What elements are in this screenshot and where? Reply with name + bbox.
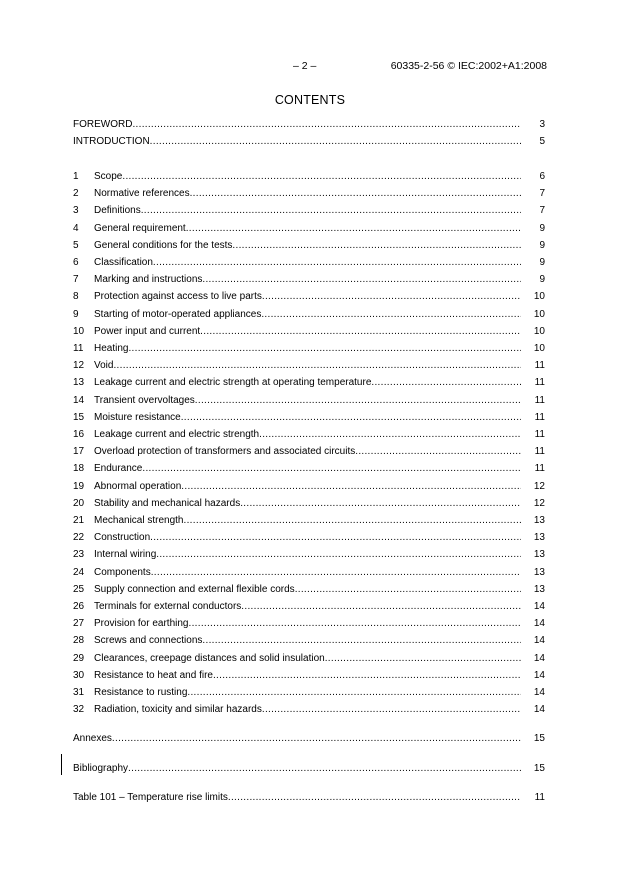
toc-entry-title <box>73 255 521 270</box>
toc-entry-title <box>73 307 521 322</box>
toc-entry-number: 24 <box>73 566 85 578</box>
document-id: 60335-2-56 © IEC:2002+A1:2008 <box>390 60 547 72</box>
toc-entry-text: Mechanical strength ..... <box>94 515 521 526</box>
toc-entry-number: 28 <box>73 635 85 647</box>
toc-entry-title <box>73 651 521 666</box>
toc-entry-page: 9 <box>521 238 545 253</box>
toc-entry-number: 13 <box>73 377 85 389</box>
toc-entry-number: 31 <box>73 687 85 698</box>
toc-entry-text: Table 101 – Temperature rise limits ..... <box>73 792 521 803</box>
toc-entry-title <box>73 358 521 373</box>
toc-entry-page: 14 <box>521 616 545 631</box>
toc-entry-text: Endurance ..... <box>94 463 521 474</box>
toc-entry-number: 17 <box>73 446 85 458</box>
toc-entry-page: 10 <box>521 324 545 339</box>
toc-entry-number: 29 <box>73 652 85 664</box>
toc-entry-title <box>73 616 521 631</box>
toc-entry-number: 18 <box>73 463 85 475</box>
toc-entry-page: 14 <box>521 651 545 666</box>
toc-entry-text: Marking and instructions ..... <box>94 274 521 285</box>
page-number: – 2 – <box>293 60 317 72</box>
toc-entry-page: 11 <box>521 358 545 373</box>
toc-entry-text: Stability and mechanical hazards ..... <box>94 498 521 509</box>
toc-entry-number: 3 <box>73 205 79 217</box>
toc-entry-page: 10 <box>521 289 545 304</box>
toc-bibliography-entry[interactable] <box>73 761 545 776</box>
toc-entry-text: Provision for earthing ..... <box>94 618 521 629</box>
toc-clause-entry[interactable] <box>73 255 545 270</box>
toc-entry-title <box>73 731 521 746</box>
toc-entry-title <box>73 582 521 597</box>
toc-entry-title <box>73 479 521 494</box>
toc-entry-page: 9 <box>521 221 545 236</box>
toc-entry-title <box>73 221 521 236</box>
contents-title: CONTENTS <box>274 93 346 107</box>
toc-entry-page: 15 <box>521 731 545 746</box>
toc-clause-entry[interactable] <box>73 582 545 597</box>
toc-entry-title <box>73 324 521 339</box>
toc-entry-page: 10 <box>521 341 545 356</box>
toc-entry-number: 5 <box>73 239 79 251</box>
toc-entry-page: 11 <box>521 375 545 390</box>
toc-entry-title <box>73 702 521 717</box>
toc-entry-title <box>73 530 521 545</box>
toc-entry-text: Power input and current ..... <box>94 326 521 337</box>
toc-entry-title <box>73 410 521 425</box>
toc-entry-text: Classification ..... <box>94 257 521 268</box>
toc-entry-text: Resistance to rusting ..... <box>94 687 521 698</box>
toc-entry-page: 15 <box>521 761 545 776</box>
toc-entry-title <box>73 375 521 390</box>
toc-entry-title <box>73 186 521 201</box>
toc-entry-text: Resistance to heat and fire ..... <box>94 670 521 681</box>
toc-entry-title <box>73 547 521 562</box>
toc-table-entry[interactable] <box>73 790 545 805</box>
toc-entry-text: Clearances, creepage distances and solid insulation ..... <box>94 653 521 664</box>
toc-entry-text: General conditions for the tests ..... <box>94 240 521 251</box>
toc-entry-page: 12 <box>521 479 545 494</box>
toc-entry-number: 32 <box>73 704 85 716</box>
toc-clause-entry[interactable] <box>73 479 545 494</box>
toc-clause-entry[interactable] <box>73 375 545 390</box>
toc-entry-text: Leakage current and electric strength ..... <box>94 429 521 440</box>
toc-clause-entry[interactable] <box>73 513 545 528</box>
toc-entry-number: 26 <box>73 601 85 612</box>
toc-clause-entry[interactable] <box>73 289 545 304</box>
toc-entry-title <box>73 272 521 287</box>
toc-entry-number: 27 <box>73 618 85 630</box>
toc-entry-number: 11 <box>73 343 84 354</box>
toc-clause-entry[interactable] <box>73 393 545 408</box>
toc-entry-number: 2 <box>73 188 79 200</box>
toc-clause-entry[interactable] <box>73 358 545 373</box>
toc-clause-entry[interactable] <box>73 633 545 648</box>
toc-entry-number: 19 <box>73 480 85 492</box>
toc-entry-title <box>73 134 521 149</box>
toc-entry-text: Abnormal operation ..... <box>94 481 521 492</box>
toc-entry-page: 11 <box>521 461 545 476</box>
toc-entry-text: Supply connection and external flexible cords ..... <box>94 584 521 595</box>
toc-entry-title <box>73 203 521 218</box>
toc-entry-page: 7 <box>521 203 545 218</box>
toc-clause-entry[interactable] <box>73 410 545 425</box>
toc-entry-page: 14 <box>521 668 545 683</box>
toc-clause-entry[interactable] <box>73 668 545 683</box>
toc-entry-page: 12 <box>521 496 545 511</box>
toc-entry-title <box>73 668 521 683</box>
toc-entry-page: 3 <box>521 117 545 132</box>
toc-entry-number: 22 <box>73 532 85 544</box>
toc-entry-page: 5 <box>521 134 545 149</box>
toc-clause-entry[interactable] <box>73 221 545 236</box>
toc-clause-entry[interactable] <box>73 616 545 631</box>
toc-annexes-entry[interactable] <box>73 731 545 746</box>
toc-clause-entry[interactable] <box>73 444 545 459</box>
toc-entry-page: 13 <box>521 565 545 580</box>
toc-clause-entry[interactable] <box>73 547 545 562</box>
toc-clause-entry[interactable] <box>73 272 545 287</box>
toc-clause-entry[interactable] <box>73 702 545 717</box>
toc-entry-text: Moisture resistance ..... <box>94 412 521 423</box>
toc-entry-text: Starting of motor-operated appliances ..... <box>94 309 521 320</box>
toc-entry-page: 13 <box>521 530 545 545</box>
toc-entry-page: 13 <box>521 582 545 597</box>
toc-clause-entry[interactable] <box>73 169 545 184</box>
toc-entry-page: 11 <box>521 790 545 805</box>
toc-entry-title <box>73 289 521 304</box>
toc-entry-text: Screws and connections ..... <box>94 635 521 646</box>
toc-entry-text: INTRODUCTION ..... <box>73 136 521 147</box>
toc-entry-number: 4 <box>73 222 79 234</box>
toc-clause-entry[interactable] <box>73 530 545 545</box>
toc-entry-text: Terminals for external conductors ..... <box>94 601 521 612</box>
toc-front-entry[interactable] <box>73 117 545 132</box>
toc-entry-number: 30 <box>73 669 85 681</box>
toc-entry-page: 11 <box>521 427 545 442</box>
toc-clause-entry[interactable] <box>73 238 545 253</box>
toc-entry-title <box>73 461 521 476</box>
toc-front-entry[interactable] <box>73 134 545 149</box>
toc-entry-number: 1 <box>73 171 79 182</box>
toc-entry-number: 10 <box>73 325 85 337</box>
toc-entry-text: Components ..... <box>94 567 521 578</box>
toc-entry-page: 9 <box>521 272 545 287</box>
toc-entry-text: General requirement ..... <box>94 223 521 234</box>
toc-entry-page: 13 <box>521 513 545 528</box>
toc-entry-title <box>73 444 521 459</box>
toc-entry-text: Definitions ..... <box>94 205 521 216</box>
toc-entry-number: 15 <box>73 411 85 423</box>
toc-entry-text: FOREWORD ..... <box>73 119 521 130</box>
toc-entry-number: 12 <box>73 360 85 372</box>
toc-entry-number: 8 <box>73 291 79 303</box>
toc-clause-entry[interactable] <box>73 341 545 356</box>
toc-clause-entry[interactable] <box>73 461 545 476</box>
toc-clause-entry[interactable] <box>73 186 545 201</box>
toc-entry-number: 16 <box>73 429 85 440</box>
toc-clause-entry[interactable] <box>73 203 545 218</box>
toc-clause-entry[interactable] <box>73 496 545 511</box>
toc-clause-entry[interactable] <box>73 427 545 442</box>
toc-entry-title <box>73 427 521 442</box>
page-header <box>0 60 620 76</box>
toc-entry-title <box>73 790 521 805</box>
toc-entry-number: 6 <box>73 257 79 268</box>
toc-entry-page: 11 <box>521 410 545 425</box>
toc-entry-page: 13 <box>521 547 545 562</box>
toc-entry-title <box>73 341 521 356</box>
toc-entry-text: Void ..... <box>94 360 521 371</box>
toc-entry-title <box>73 393 521 408</box>
toc-entry-page: 14 <box>521 599 545 614</box>
toc-entry-title <box>73 761 521 776</box>
toc-clause-entry[interactable] <box>73 651 545 666</box>
toc-clause-entry[interactable] <box>73 324 545 339</box>
toc-clause-entry[interactable] <box>73 685 545 700</box>
toc-entry-title <box>73 117 521 132</box>
toc-clause-entry[interactable] <box>73 599 545 614</box>
toc-entry-title <box>73 169 521 184</box>
toc-entry-text: Annexes ..... <box>73 733 521 744</box>
toc-entry-text: Heating ..... <box>94 343 521 354</box>
toc-entry-page: 7 <box>521 186 545 201</box>
toc-entry-page: 14 <box>521 702 545 717</box>
toc-entry-title <box>73 496 521 511</box>
toc-entry-number: 14 <box>73 394 85 406</box>
toc-entry-number: 7 <box>73 274 79 286</box>
toc-entry-number: 20 <box>73 497 85 509</box>
toc-entry-page: 9 <box>521 255 545 270</box>
toc-clause-entry[interactable] <box>73 307 545 322</box>
toc-entry-page: 11 <box>521 393 545 408</box>
toc-entry-title <box>73 633 521 648</box>
toc-entry-text: Protection against access to live parts ..... <box>94 291 521 302</box>
toc-entry-text: Scope ..... <box>94 171 521 182</box>
toc-entry-page: 11 <box>521 444 545 459</box>
change-bar <box>61 754 62 775</box>
toc-entry-text: Internal wiring ..... <box>94 549 521 560</box>
toc-entry-text: Leakage current and electric strength at operating temperature ..... <box>94 377 521 388</box>
toc-entry-page: 6 <box>521 169 545 184</box>
toc-entry-text: Normative references ..... <box>94 188 521 199</box>
toc-entry-text: Transient overvoltages ..... <box>94 395 521 406</box>
toc-entry-text: Overload protection of transformers and associated circuits ..... <box>94 446 521 457</box>
toc-entry-text: Bibliography ..... <box>73 763 521 774</box>
toc-entry-page: 14 <box>521 685 545 700</box>
toc-entry-title <box>73 565 521 580</box>
toc-entry-title <box>73 599 521 614</box>
toc-entry-title <box>73 685 521 700</box>
toc-entry-page: 14 <box>521 633 545 648</box>
toc-entry-title <box>73 513 521 528</box>
toc-entry-number: 9 <box>73 308 79 320</box>
toc-clause-entry[interactable] <box>73 565 545 580</box>
toc-entry-title <box>73 238 521 253</box>
toc-entry-text: Radiation, toxicity and similar hazards ..... <box>94 704 521 715</box>
toc-entry-number: 25 <box>73 583 85 595</box>
toc-entry-text: Construction ..... <box>94 532 521 543</box>
toc-entry-number: 21 <box>73 515 85 526</box>
toc-entry-number: 23 <box>73 549 85 561</box>
toc-entry-page: 10 <box>521 307 545 322</box>
